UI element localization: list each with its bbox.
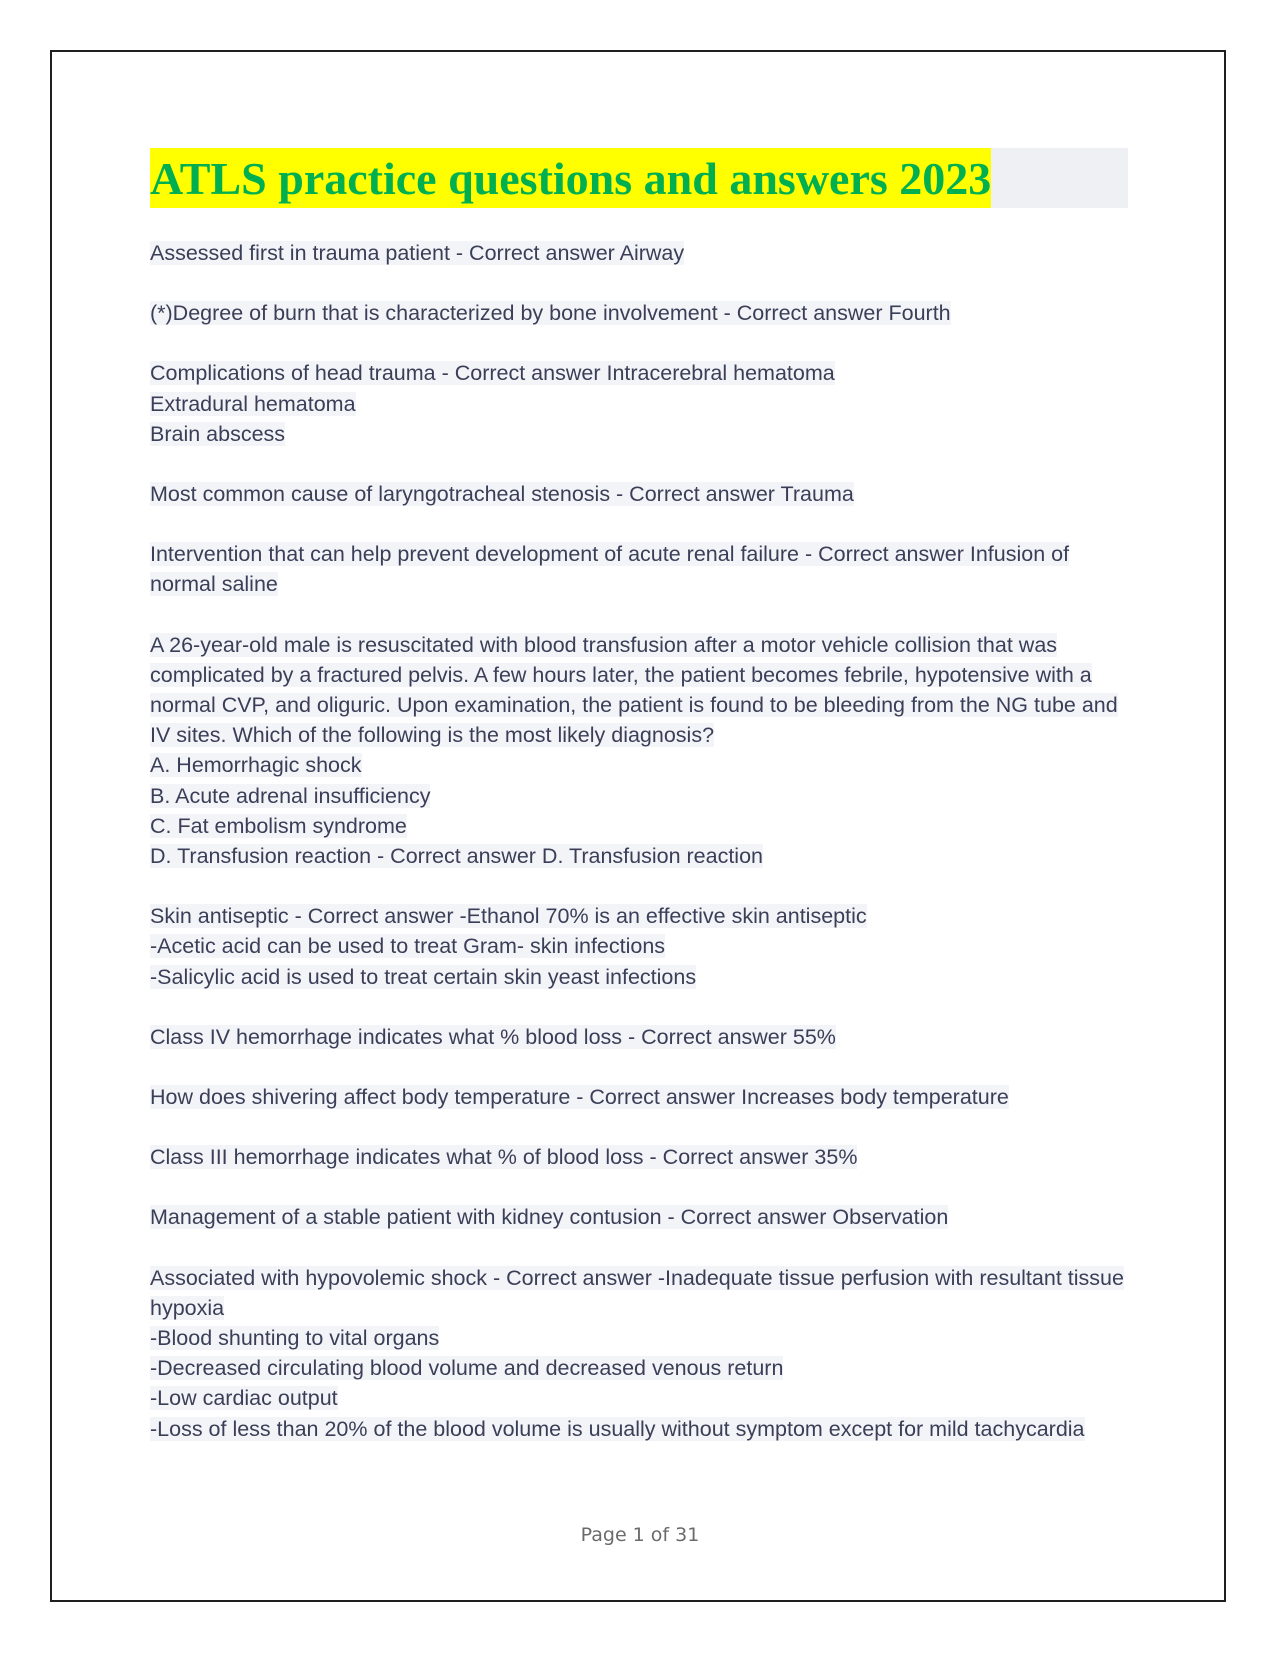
qa-line: Intervention that can help prevent development of acute renal failure - Correct answer Infusion of normal saline (150, 542, 1070, 597)
qa-line: C. Fat embolism syndrome (150, 813, 407, 838)
qa-line: Assessed first in trauma patient - Correct answer Airway (150, 241, 685, 265)
qa-line: Extradural hematoma (150, 391, 356, 416)
qa-entry (150, 479, 1130, 509)
qa-line: Management of a stable patient with kidney contusion - Correct answer Observation (150, 1205, 949, 1230)
qa-line: Most common cause of laryngotracheal stenosis - Correct answer Trauma (150, 482, 854, 507)
title-bar (150, 148, 1128, 208)
qa-entry (150, 539, 1130, 599)
qa-line: -Decreased circulating blood volume and decreased venous return (150, 1356, 784, 1381)
qa-line: Class III hemorrhage indicates what % of blood loss - Correct answer 35% (150, 1145, 858, 1170)
qa-line: -Acetic acid can be used to treat Gram- skin infections (150, 934, 666, 959)
qa-entry (150, 1202, 1130, 1232)
document-title: ATLS practice questions and answers 2023 (150, 148, 991, 208)
qa-entry (150, 298, 1130, 328)
qa-line: B. Acute adrenal insufficiency (150, 783, 431, 808)
document-content (150, 148, 1130, 1474)
qa-line: -Low cardiac output (150, 1386, 338, 1411)
qa-line: D. Transfusion reaction - Correct answer D. Transfusion reaction (150, 844, 764, 869)
qa-line: -Loss of less than 20% of the blood volume is usually without symptom except for mild tachycardia (150, 1416, 1085, 1441)
qa-line: A. Hemorrhagic shock (150, 753, 362, 778)
qa-entry (150, 630, 1130, 872)
qa-line: Associated with hypovolemic shock - Correct answer -Inadequate tissue perfusion with resultant tissue hypoxia (150, 1265, 1124, 1320)
qa-entry (150, 1263, 1130, 1444)
qa-entry (150, 901, 1130, 992)
qa-entry (150, 1142, 1130, 1172)
qa-line: How does shivering affect body temperature - Correct answer Increases body temperature (150, 1085, 1009, 1110)
qa-entry (150, 1082, 1130, 1112)
qa-line: A 26-year-old male is resuscitated with blood transfusion after a motor vehicle collision that was complicated by a fractured pelvis. A few hours later, the patient becomes febrile, hypotensive with a normal CVP, and oliguric. Upon examination, the patient is found to be bleeding from the NG tube and IV sites. Which of the following is the most likely diagnosis? (150, 632, 1118, 748)
qa-entry (150, 358, 1130, 449)
qa-line: (*)Degree of burn that is characterized by bone involvement - Correct answer Fourth (150, 301, 951, 326)
qa-entry (150, 238, 1130, 268)
page-number: Page 1 of 31 (580, 1524, 700, 1546)
qa-line: -Salicylic acid is used to treat certain skin yeast infections (150, 964, 697, 989)
qa-entry (150, 1022, 1130, 1052)
qa-line: Complications of head trauma - Correct answer Intracerebral hematoma (150, 361, 835, 386)
qa-line: -Blood shunting to vital organs (150, 1326, 440, 1351)
qa-list (150, 238, 1130, 1444)
qa-line: Skin antiseptic - Correct answer -Ethanol 70% is an effective skin antiseptic (150, 904, 867, 929)
qa-line: Brain abscess (150, 421, 286, 446)
qa-line: Class IV hemorrhage indicates what % blood loss - Correct answer 55% (150, 1024, 836, 1049)
